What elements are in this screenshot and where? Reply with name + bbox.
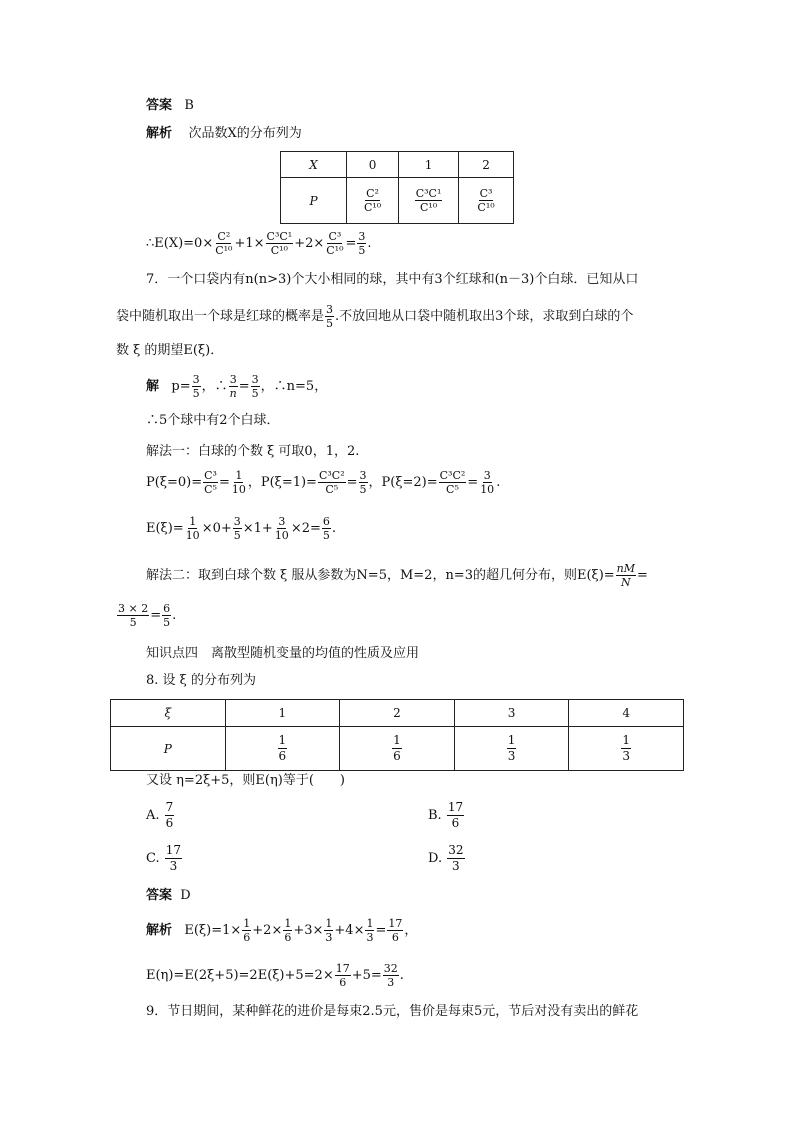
question-7-line-3: 数 ξ 的期望E(ξ)． [116, 343, 224, 358]
answer-label: 答案 [146, 98, 173, 113]
solution-7-line-1: 解 p= $\frac{3}{5}$ ，∴ $\frac{3}{n}$ = $\frac{3}{5}$ ，∴n=5， [146, 373, 328, 400]
table-cell: $\frac{1}{6}$ [225, 727, 340, 771]
table-cell: $\frac{\text{C³}}{\text{C¹⁰}}$ [459, 178, 514, 224]
option-c[interactable]: C. $\frac{17}{3}$ [146, 843, 182, 873]
question-8-stem: 又设 η=2ξ+5，则E(η)等于( ) [146, 773, 345, 788]
distribution-table-x [280, 151, 514, 224]
section-heading: 知识点四 离散型随机变量的均值的性质及应用 [146, 646, 420, 661]
table-header: X [281, 152, 347, 178]
table-cell: $\frac{1}{6}$ [340, 727, 455, 771]
question-8-intro: 8. 设 ξ 的分布列为 [146, 673, 256, 688]
table-cell: $\frac{\text{C²}}{\text{C¹⁰}}$ [347, 178, 399, 224]
table-header: 0 [347, 152, 399, 178]
analysis-label: 解析 [146, 126, 173, 141]
table-header: 3 [454, 700, 569, 727]
solution-7-method-2-result: $\frac{3 \times 2}{5}$ = $\frac{6}{5}$ . [118, 602, 177, 629]
analysis-line [146, 126, 302, 142]
option-a[interactable]: A. $\frac{7}{6}$ [146, 800, 174, 830]
table-header: 2 [340, 700, 455, 727]
solution-7-probabilities: P(ξ=0)= $\frac{\text{C³}}{\text{C⁵}}$ = $\frac{1}{10}$ ，P(ξ=1)= $\frac{\text{C³C²}}{\text{C⁵}}$ = $\frac{3}{5}$ ，P(ξ=2)= $\frac{\text{C³C²}}{\text{C⁵}}$ = $\frac{3}{10}$ . [146, 469, 501, 496]
answer-value: B [184, 98, 194, 113]
solution-7-line-2: ∴5个球中有2个白球． [146, 413, 280, 428]
table-cell: $\frac{1}{3}$ [454, 727, 569, 771]
table-header: 1 [399, 152, 459, 178]
option-b[interactable]: B. $\frac{17}{6}$ [428, 800, 464, 830]
analysis-2-line-1: 解析 E(ξ)=1× $\frac{1}{6}$ +2× $\frac{1}{6}$ +3× $\frac{1}{3}$ +4× $\frac{1}{3}$ = $\frac{17}{6}$ ， [146, 917, 418, 944]
table-header: 4 [569, 700, 684, 727]
analysis-text: 次品数X的分布列为 [188, 126, 302, 141]
analysis-2-line-2: E(η)=E(2ξ+5)=2E(ξ)+5=2× $\frac{17}{6}$ +5= $\frac{32}{3}$ . [146, 962, 404, 989]
table-row-label: P [281, 178, 347, 224]
table-header: ξ [111, 700, 226, 727]
table-cell: $\frac{1}{3}$ [569, 727, 684, 771]
distribution-table-xi [110, 699, 684, 771]
table-header: 1 [225, 700, 340, 727]
solution-7-method-2: 解法二：取到白球个数 ξ 服从参数为N=5，M=2，n=3的超几何分布，则E(ξ)= $\frac{nM}{N}$ = [146, 562, 648, 589]
question-7-line-1: 7．一个口袋内有n(n>3)个大小相同的球，其中有3个红球和(n－3)个白球．已知从口 [146, 272, 639, 287]
question-9-line-1: 9．节日期间，某种鲜花的进价是每束2.5元，售价是每束5元，节后对没有卖出的鲜花 [146, 1004, 639, 1019]
table-header: 2 [459, 152, 514, 178]
answer-line [146, 98, 194, 114]
table-row-label: P [111, 727, 226, 771]
option-d[interactable]: D. $\frac{32}{3}$ [428, 843, 464, 873]
answer-line-2: 答案 D [146, 888, 191, 903]
solution-7-method-1: 解法一：白球的个数 ξ 可取0，1，2. [146, 444, 360, 459]
question-7-line-2: 袋中随机取出一个球是红球的概率是 $\frac{3}{5}$ .不放回地从口袋中随机取出3个球，求取到白球的个 [116, 303, 634, 330]
table-cell: $\frac{\text{C³C¹}}{\text{C¹⁰}}$ [399, 178, 459, 224]
solution-7-expectation: E(ξ)= $\frac{1}{10}$ ×0+ $\frac{3}{5}$ ×1+ $\frac{3}{10}$ ×2= $\frac{6}{5}$ . [146, 515, 337, 542]
expectation-formula: ∴E(X)=0× $\frac{\text{C²}}{\text{C¹⁰}}$ +1× $\frac{\text{C³C¹}}{\text{C¹⁰}}$ +2× $\frac{\text{C³}}{\text{C¹⁰}}$ = $\frac{3}{5}$ . [146, 230, 372, 257]
